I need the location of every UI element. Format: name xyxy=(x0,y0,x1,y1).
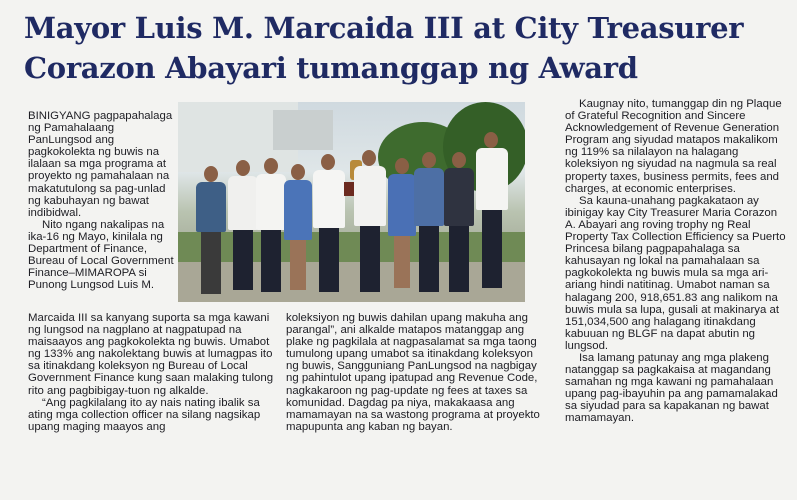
column-2 xyxy=(286,312,544,433)
paragraph: Sa kauna-unahang pagkakataon ay ibinigay kay City Treasurer Maria Corazon A. Abayari ang roving trophy ng Real Property Tax Collection Efficiency sa Puerto Princesa bilang pagpapahalaga sa kahusayan ng lokal na pamahalaan sa pagkokolekta ng buwis mula sa mga ari-ariang hindi natitinag. Umabot naman sa halagang 200, 918,651.83 ang nalikom na buwis mula sa lupa, gusali at makinarya at 151,034,500 ang halagang itinakdang kabuuan ng BLGF na dapat abutin ng lungsod. xyxy=(565,194,786,352)
paragraph: BINIGYANG pagpapahalaga ng Pamahalaang PanLungsod ang pagkokolekta ng buwis na ilalaan sa mga programa at proyekto ng pamahalaan na makatutulong sa pag-unlad ng kabuhayan ng bawat indibidwal. xyxy=(28,110,173,219)
paragraph: Isa lamang patunay ang mga plakeng natanggap sa pagkakaisa at magandang samahan ng mga kawani ng pamahalaan upang pag-ibayuhin pa ang pamamalakad sa siyudad para sa kapakanan ng bawat mamamayan. xyxy=(565,351,778,425)
column-1-top xyxy=(28,110,176,291)
paragraph: “Ang pagkilalang ito ay nais nating ibalik sa ating mga collection officer na silang nagsikap upang maging maayos ang xyxy=(28,396,261,433)
column-1-bottom xyxy=(28,312,276,433)
paragraph: Nito ngang nakalipas na ika-16 ng Mayo, kinilala ng Department of Finance, Bureau of Local Government Finance–MIMAROPA si Punong Lungsod Luis M. xyxy=(28,218,174,292)
headline-line-2: Corazon Abayari tumanggap ng Award xyxy=(24,51,638,85)
paragraph: Kaugnay nito, tumanggap din ng Plaque of Grateful Recognition and Sincere Acknowledgement of Revenue Generation Program ang siyudad matapos makalikom ng 119% sa nilalayon na halagang koleksiyon ng siyudad na nagmula sa real property taxes, business permits, fees and charges, at economic enterprises. xyxy=(565,98,782,195)
headline xyxy=(24,8,784,88)
column-3 xyxy=(565,98,790,425)
ground xyxy=(178,262,525,302)
paragraph: Marcaida III sa kanyang suporta sa mga kawani ng lungsod na nagplano at nagpatupad na maisaayos ang pagkokolekta ng buwis. Umabot ng 133% ang nakolektang buwis at lumagpas ito sa itinakdang koleksyon ng Bureau of Local Government Finance kung saan malaking tulong rito ang pagbibigay-tuon ng alkalde. xyxy=(28,312,274,397)
headline-line-1: Mayor Luis M. Marcaida III at City Treasurer xyxy=(24,11,744,45)
paragraph: koleksiyon ng buwis dahilan upang makuha ang parangal”, ani alkalde matapos matanggap ang plake ng pagkilala at nagpasalamat sa mga taong tumulong upang umabot sa itinakdang koleksyon ng buwis, Sangguniang PanLungsod na nagbigay ng pahintulot upang ipatupad ang Revenue Code, nagkakaroon ng pag-update ng fees at taxes sa komunidad. Dagdag pa niya, makakaasa ang mamamayan na sa wastong programa at proyekto mapupunta ang kaban ng bayan. xyxy=(286,312,540,433)
building-roof xyxy=(273,110,333,150)
award-ceremony-photo xyxy=(178,102,525,302)
